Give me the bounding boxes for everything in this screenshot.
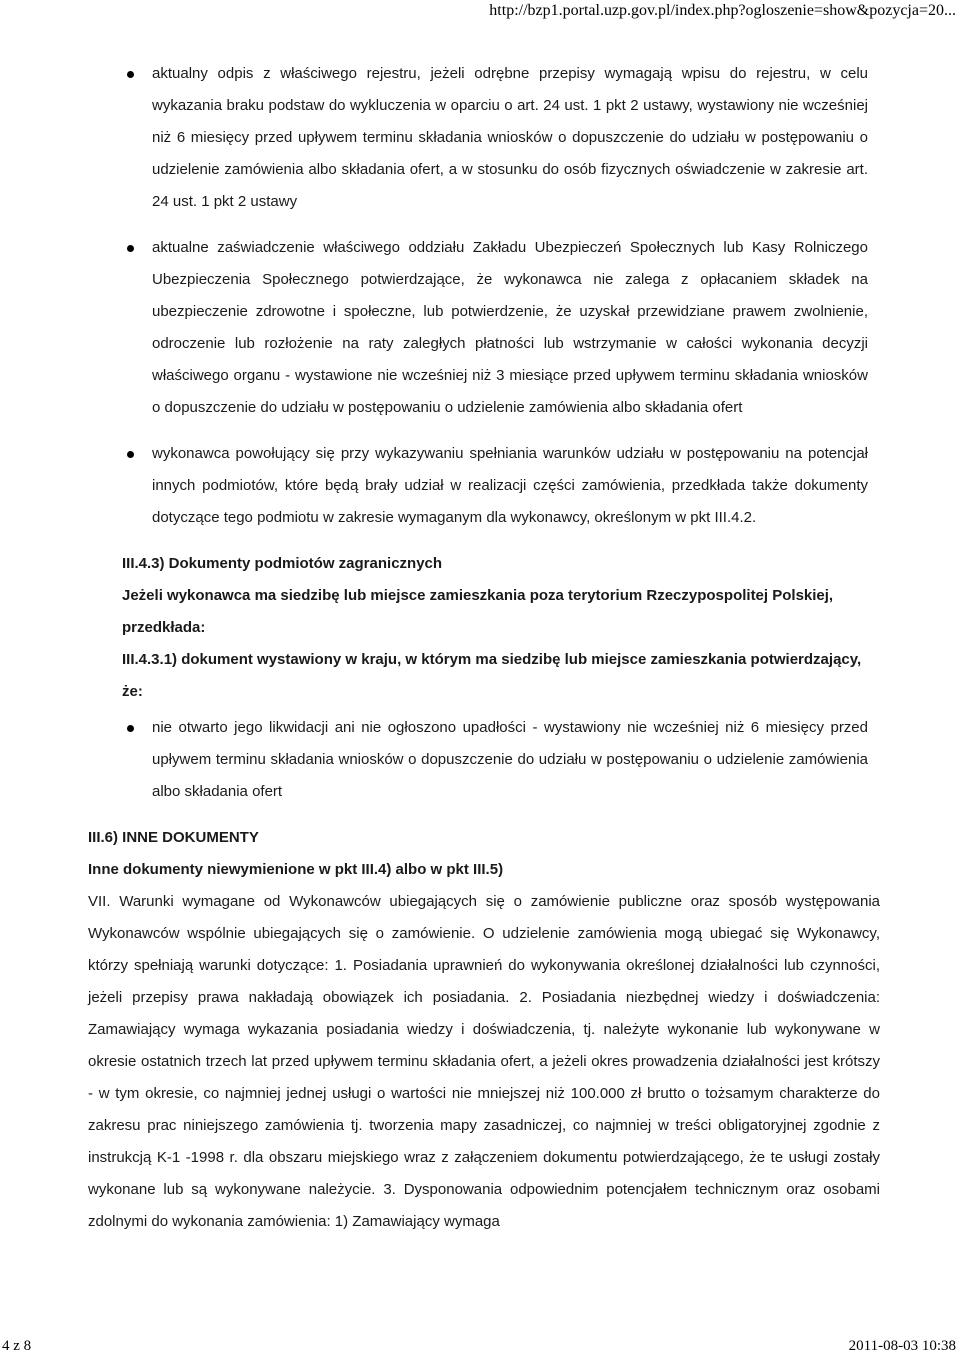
section-subheading-other-docs: Inne dokumenty niewymienione w pkt III.4) albo w pkt III.5) xyxy=(88,861,504,878)
section-subheading-foreign: Jeżeli wykonawca ma siedzibę lub miejsce zamieszkania poza terytorium Rzeczypospolitej Polskiej, przedkłada: xyxy=(122,587,834,636)
bullet-icon xyxy=(127,451,134,458)
list-item-text: nie otwarto jego likwidacji ani nie ogłoszono upadłości - wystawiony nie wcześniej niż 6 miesięcy przed upływem terminu składania wniosków o dopuszczenie do udziału w postępowaniu o udzielenie zamówienia albo składania ofert xyxy=(152,719,868,800)
list-item-text: aktualne zaświadczenie właściwego oddziału Zakładu Ubezpieczeń Społecznych lub Kasy Rolniczego Ubezpieczenia Społecznego potwierdzające, że wykonawca nie zalega z opłacaniem składek na ubezpieczenie zdrowotne i społeczne, lub potwierdzenie, że uzyskał przewidziane prawem zwolnienie, odroczenie lub rozłożenie na raty zaległych płatności lub wstrzymanie w całości wykonania decyzji właściwego organu - wystawione nie wcześniej niż 3 miesiące przed upływem terminu składania wniosków o dopuszczenie do udziału w postępowaniu o udzielenie zamówienia albo składania ofert xyxy=(152,239,868,416)
bullet-icon xyxy=(127,245,134,252)
section-heading-foreign-docs: III.4.3) Dokumenty podmiotów zagranicznych xyxy=(122,555,443,572)
print-datetime: 2011-08-03 10:38 xyxy=(848,1338,956,1354)
document-list-b xyxy=(152,712,868,808)
bullet-icon xyxy=(127,725,134,732)
item-heading-foreign-doc: III.4.3.1) dokument wystawiony w kraju, w którym ma siedzibę lub miejsce zamieszkania potwierdzający, że: xyxy=(122,651,862,700)
list-item-text: wykonawca powołujący się przy wykazywaniu spełniania warunków udziału w postępowaniu na potencjał innych podmiotów, które będą brały udział w realizacji części zamówienia, przedkłada także dokumenty dotyczące tego podmiotu w zakresie wymaganym dla wykonawcy, określonym w pkt III.4.2. xyxy=(152,445,868,526)
list-item xyxy=(152,438,868,534)
document-list-a xyxy=(152,58,868,534)
bullet-icon xyxy=(127,71,134,78)
list-item xyxy=(152,712,868,808)
section-heading-other-docs: III.6) INNE DOKUMENTY xyxy=(88,829,259,846)
conditions-paragraph: VII. Warunki wymagane od Wykonawców ubiegających się o zamówienie publiczne oraz sposób występowania Wykonawców wspólnie ubiegających się o zamówienie. O udzielenie zamówienia mogą ubiegać się Wykonawcy, którzy spełniają warunki dotyczące: 1. Posiadania uprawnień do wykonywania określonej działalności lub czynności, jeżeli przepisy prawa nakładają obowiązek ich posiadania. 2. Posiadania niezbędnej wiedzy i doświadczenia: Zamawiający wymaga wykazania posiadania wiedzy i doświadczenia, tj. należyte wykonanie lub wykonywane w okresie ostatnich trzech lat przed upływem terminu składania ofert, a jeżeli okres prowadzenia działalności jest krótszy - w tym okresie, co najmniej jednej usługi o wartości nie mniejszej niż 100.000 zł brutto o tożsamym charakterze do zakresu prac niniejszego zamówienia tj. tworzenia mapy zasadniczej, co najmniej w treści obligatoryjnej zgodnie z instrukcją K-1 -1998 r. dla obszaru miejskiego wraz z załączeniem dokumentu potwierdzającego, że te usługi zostały wykonane lub są wykonywane należycie. 3. Dysponowania odpowiednim potencjałem technicznym oraz osobami zdolnymi do wykonania zamówienia: 1) Zamawiający wymaga xyxy=(88,893,880,1230)
list-item xyxy=(152,58,868,218)
page-url-header: http://bzp1.portal.uzp.gov.pl/index.php?ogloszenie=show&pozycja=20... xyxy=(489,2,956,19)
list-item-text: aktualny odpis z właściwego rejestru, jeżeli odrębne przepisy wymagają wpisu do rejestru, w celu wykazania braku podstaw do wykluczenia w oparciu o art. 24 ust. 1 pkt 2 ustawy, wystawiony nie wcześniej niż 6 miesięcy przed upływem terminu składania wniosków o dopuszczenie do udziału w postępowaniu o udzielenie zamówienia albo składania ofert, a w stosunku do osób fizycznych oświadczenie w zakresie art. 24 ust. 1 pkt 2 ustawy xyxy=(152,65,868,210)
document-content xyxy=(0,58,960,1253)
list-item xyxy=(152,232,868,424)
page-number: 4 z 8 xyxy=(2,1338,32,1354)
